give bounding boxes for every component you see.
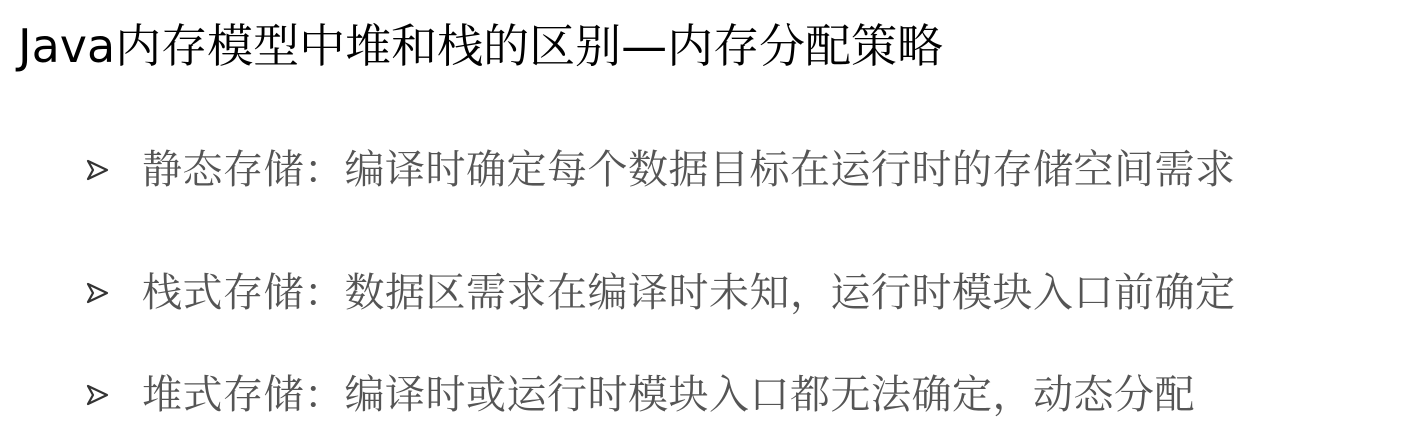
bullet-item xyxy=(82,365,1195,425)
bullet-item xyxy=(82,140,1236,200)
bullet-item xyxy=(82,263,1236,323)
arrow-bullet-icon xyxy=(82,380,112,410)
arrow-bullet-icon xyxy=(82,155,112,185)
bullet-text: 栈式存储：数据区需求在编译时未知，运行时模块入口前确定 xyxy=(142,270,1236,316)
bullet-text: 静态存储：编译时确定每个数据目标在运行时的存储空间需求 xyxy=(142,147,1236,193)
arrow-bullet-icon xyxy=(82,278,112,308)
bullet-text: 堆式存储：编译时或运行时模块入口都无法确定，动态分配 xyxy=(142,372,1195,418)
slide-title: Java内存模型中堆和栈的区别—内存分配策略 xyxy=(18,19,944,73)
